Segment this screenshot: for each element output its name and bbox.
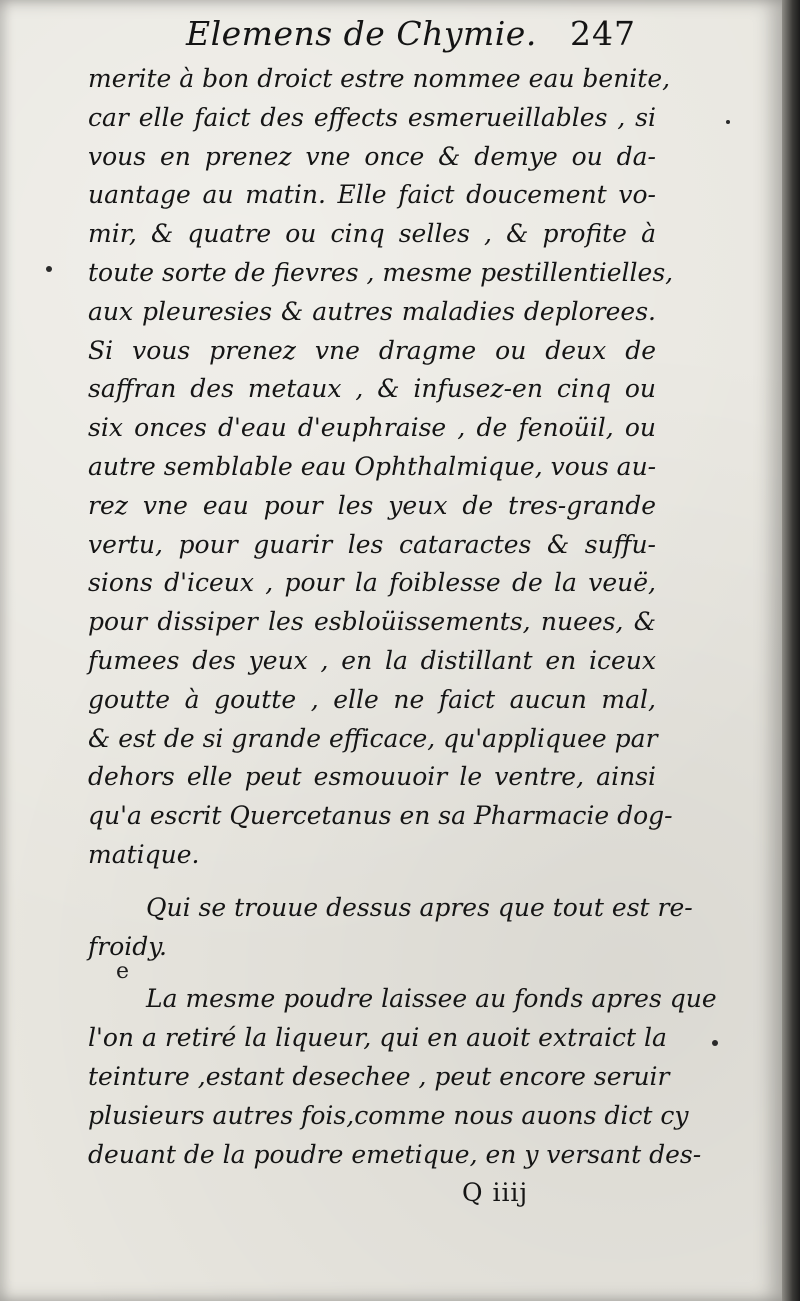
text-line: froidy. xyxy=(88,931,168,961)
text-line: dehors elle peut esmouuoir le ventre, ainsi xyxy=(88,762,656,792)
text-line: pour dissiper les esbloüissements, nuees, & xyxy=(88,607,656,637)
text-line: uantage au matin. Elle faict doucement vo- xyxy=(88,180,656,210)
marginal-letter: e xyxy=(116,959,130,984)
text-line: six onces d'eau d'euphraise , de fenoüil, ou xyxy=(88,413,656,443)
text-line: qu'a escrit Quercetanus en sa Pharmacie dog- xyxy=(88,801,673,831)
text-line: autre semblable eau Ophthalmique, vous au- xyxy=(88,451,657,481)
text-line: aux pleuresies & autres maladies deplorees. xyxy=(88,296,656,326)
text-line: teinture ,estant desechee , peut encore seruir xyxy=(88,1061,670,1091)
page-number: 247 xyxy=(570,14,636,53)
text-line: fumees des yeux , en la distillant en iceux xyxy=(88,645,656,675)
running-head xyxy=(0,6,782,58)
paper-speck xyxy=(712,1040,718,1046)
signature-mark: Q iiij xyxy=(462,1178,529,1207)
text-line: l'on a retiré la liqueur, qui en auoit extraict la xyxy=(88,1023,667,1053)
text-line: merite à bon droict estre nommee eau benite, xyxy=(88,64,671,93)
text-line: goutte à goutte , elle ne faict aucun mal, xyxy=(88,684,656,714)
text-line: saffran des metaux , & infusez-en cinq ou xyxy=(88,374,656,404)
text-line: Si vous prenez vne dragme ou deux de xyxy=(88,335,656,365)
text-line: sions d'iceux , pour la foiblesse de la veuë, xyxy=(88,568,656,598)
page-edge-shadow xyxy=(782,0,800,1301)
paper-speck xyxy=(726,120,730,124)
text-line: toute sorte de fievres , mesme pestillentielles, xyxy=(88,257,674,287)
text-line: & est de si grande efficace, qu'appliquee par xyxy=(88,723,658,753)
text-line: mir, & quatre ou cinq selles , & profite à xyxy=(88,219,656,249)
text-line: vertu, pour guarir les cataractes & suffu- xyxy=(88,529,656,559)
text-line: matique. xyxy=(88,839,200,869)
main-text xyxy=(88,60,717,1174)
text-line: vous en prenez vne once & demye ou da- xyxy=(88,141,656,171)
text-line: car elle faict des effects esmerueillables , si xyxy=(88,102,656,132)
text-line: plusieurs autres fois,comme nous auons dict cy xyxy=(88,1100,689,1130)
paragraph-gap xyxy=(88,875,656,889)
paper-speck xyxy=(46,266,52,272)
text-line: La mesme poudre laissee au fonds apres que xyxy=(146,984,717,1014)
running-title: Elemens de Chymie. xyxy=(186,14,537,53)
text-line: Qui se trouue dessus apres que tout est re- xyxy=(146,892,693,922)
paragraph-gap xyxy=(88,966,656,980)
text-line: deuant de la poudre emetique, en y versant des- xyxy=(88,1139,702,1169)
text-line: rez vne eau pour les yeux de tres-grande xyxy=(88,490,656,520)
